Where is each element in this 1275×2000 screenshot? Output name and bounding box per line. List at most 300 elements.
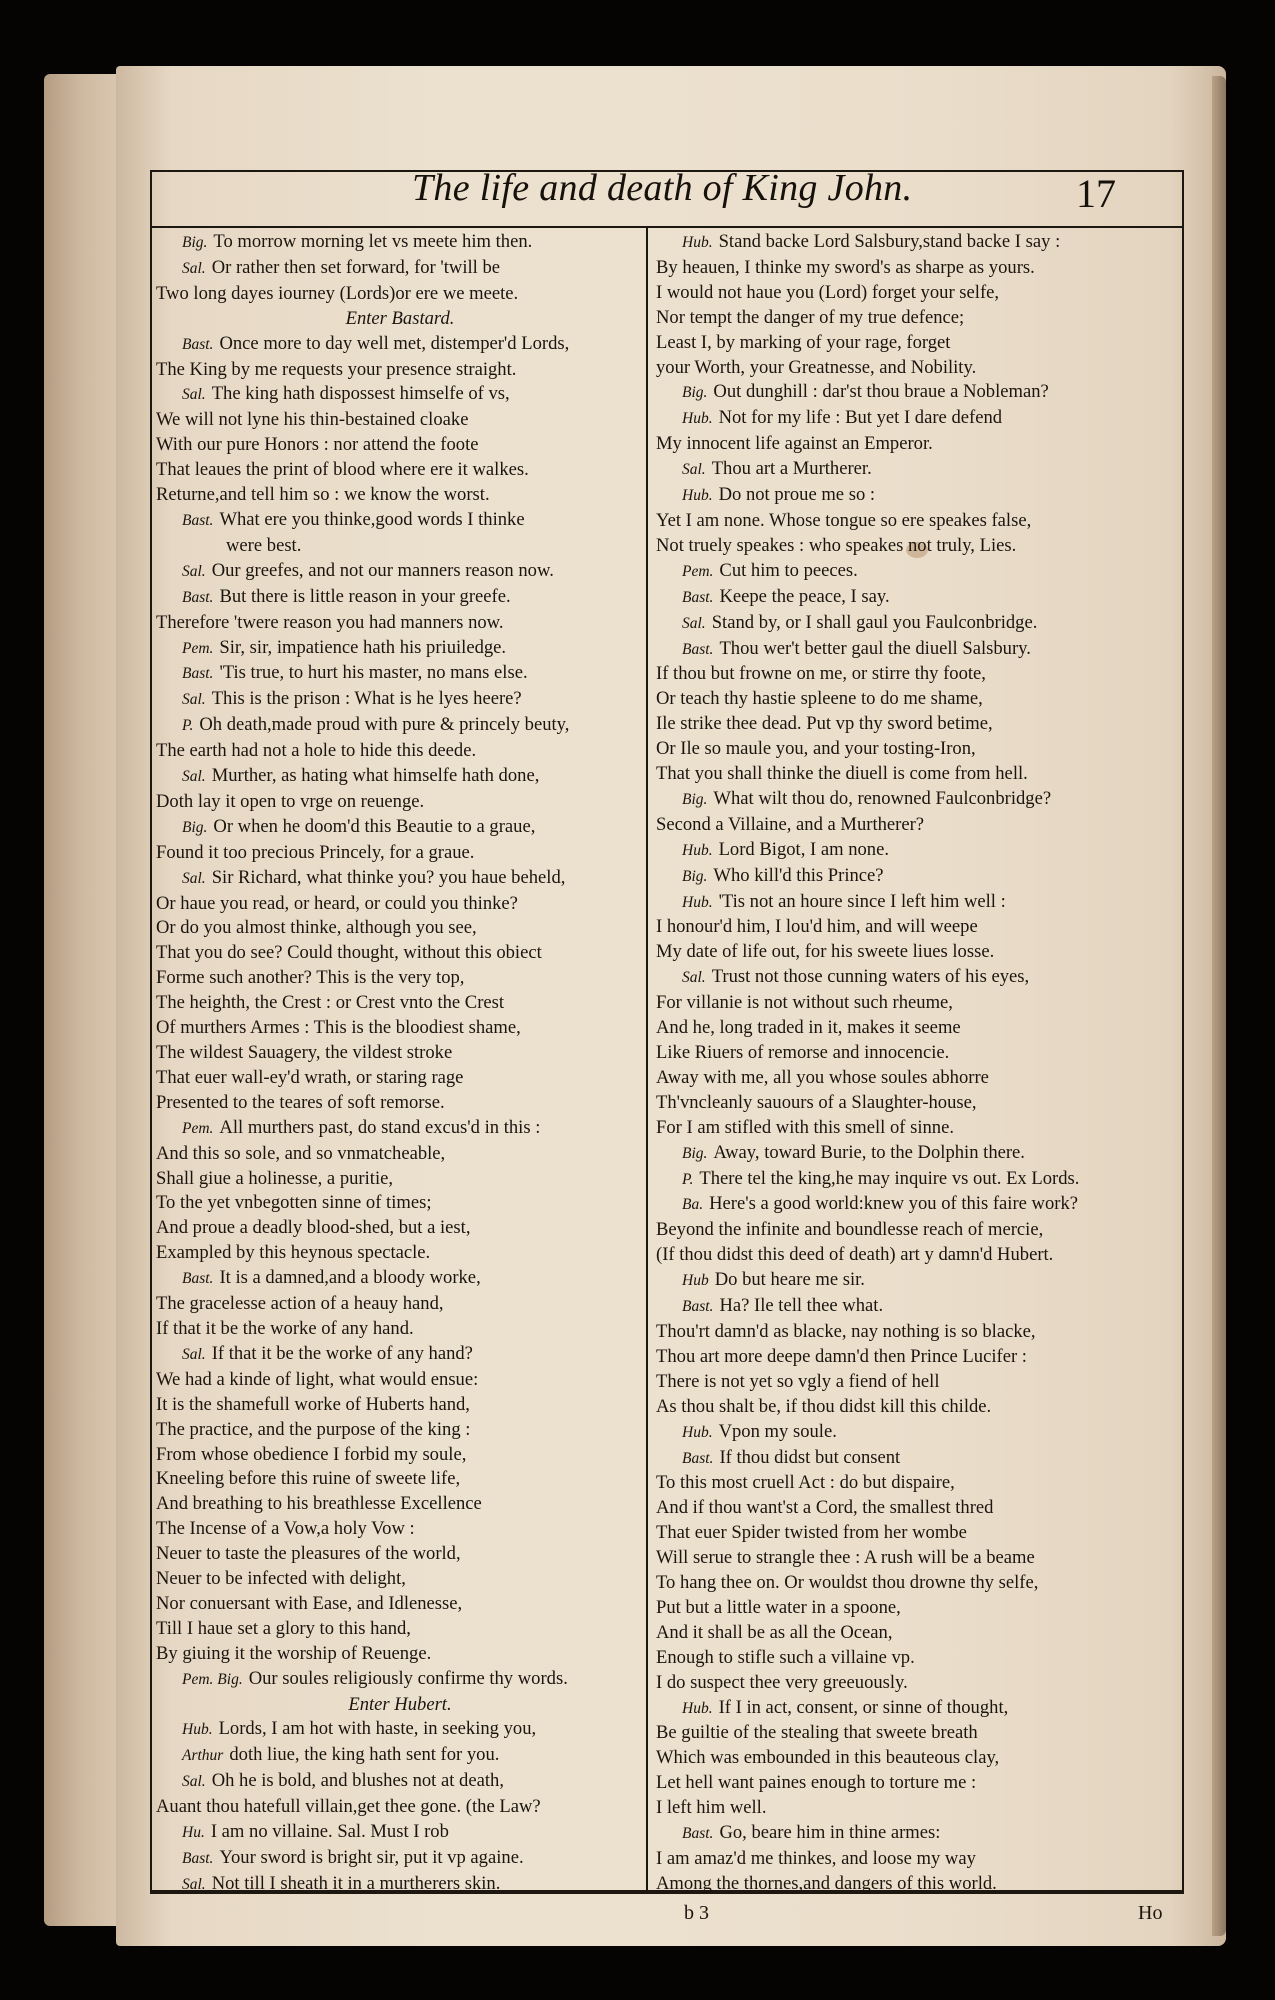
text-line [656, 1546, 1176, 1571]
text-line [156, 611, 644, 636]
text-line [656, 1016, 1176, 1041]
line-text: Our soules religiously confirme thy words. [248, 1667, 568, 1689]
speaker-prefix: Big. [682, 1144, 708, 1162]
text-line [156, 1642, 644, 1667]
line-text: 'Tis not an houre since I left him well : [718, 890, 1006, 912]
text-line [656, 637, 1176, 663]
line-text: Among the thornes,and dangers of this world. [656, 1872, 997, 1894]
text-line [156, 559, 644, 585]
line-text: My date of life out, for his sweete liues losse. [656, 941, 995, 963]
line-text: Enter Bastard. [345, 307, 455, 329]
line-text: Will serue to strangle thee : A rush will be a beame [656, 1547, 1035, 1569]
text-line [656, 1796, 1176, 1821]
line-text: This is the prison : What is he lyes heere? [211, 688, 522, 710]
line-text: Not for my life : But yet I dare defend [718, 407, 1003, 429]
line-text: Lords, I am hot with haste, in seeking you, [218, 1718, 537, 1740]
speaker-prefix: Bast. [182, 1850, 214, 1867]
text-line [156, 1016, 644, 1041]
text-line [656, 483, 1176, 509]
line-text: That you do see? Could thought, without this obiect [156, 942, 542, 964]
line-text: doth liue, the king hath sent for you. [229, 1744, 500, 1766]
line-text: Stand backe Lord Salsbury,stand backe I say : [718, 231, 1061, 252]
text-line [656, 1671, 1176, 1696]
text-line [656, 890, 1176, 916]
text-line [656, 1571, 1176, 1596]
line-text: If that it be the worke of any hand. [156, 1317, 414, 1339]
text-line [156, 636, 644, 662]
book-page [116, 66, 1226, 1946]
text-line [656, 712, 1176, 737]
text-line [156, 256, 644, 282]
line-text: The Incense of a Vow,a holy Vow : [156, 1518, 415, 1540]
line-text: Enough to stifle such a villaine vp. [656, 1646, 915, 1668]
text-line [656, 1420, 1176, 1446]
line-text: I honour'd him, I lou'd him, and will weepe [656, 916, 978, 938]
line-text: Or when he doom'd this Beautie to a graue, [213, 815, 536, 837]
line-text: Th'vncleanly sauours of a Slaughter-house, [656, 1091, 977, 1113]
text-line [656, 1872, 1176, 1897]
text-line [156, 408, 644, 433]
text-line [156, 1292, 644, 1317]
line-text: The practice, and the purpose of the king : [156, 1418, 471, 1440]
text-line [156, 534, 644, 559]
text-line [156, 1368, 644, 1393]
speaker-prefix: Hub. [682, 410, 713, 428]
speaker-prefix: Big. [182, 818, 208, 836]
speaker-prefix: Hub. [682, 1423, 713, 1441]
line-text: With our pure Honors : nor attend the foote [156, 434, 479, 456]
text-line [156, 1872, 644, 1898]
speaker-prefix: Bast. [182, 1270, 214, 1288]
line-text: Therefore 'twere reason you had manners now. [156, 611, 504, 633]
line-text: From whose obedience I forbid my soule, [156, 1443, 467, 1465]
text-line [156, 815, 644, 841]
line-text: If I in act, consent, or sinne of thought, [718, 1696, 1009, 1718]
speaker-prefix: Bast. [682, 588, 714, 606]
line-text: Ile strike thee dead. Put vp thy sword betime, [656, 713, 993, 735]
page-number: 17 [1076, 171, 1116, 216]
text-line [656, 356, 1176, 381]
line-text: Least I, by marking of your rage, forget [656, 331, 951, 353]
text-line [156, 1317, 644, 1342]
line-text: Sir, sir, impatience hath his priuiledge. [219, 636, 507, 658]
line-text: Do but heare me sir. [714, 1269, 865, 1291]
speaker-prefix: Big. [682, 384, 708, 402]
speaker-prefix: Hub. [182, 1721, 213, 1739]
text-line [656, 662, 1176, 687]
speaker-prefix: Bast. [682, 640, 714, 658]
text-line [656, 457, 1176, 483]
line-text: Do not proue me so : [718, 484, 876, 506]
text-line [156, 1418, 644, 1443]
line-text: Be guiltie of the stealing that sweete breath [656, 1722, 978, 1744]
text-line [156, 916, 644, 941]
line-text: I am no villaine. Sal. Must I rob [210, 1821, 449, 1843]
speaker-prefix: P. [182, 717, 194, 735]
line-text: Not till I sheath it in a murtherers skin. [211, 1872, 501, 1894]
speaker-prefix: Sal. [682, 969, 706, 987]
line-text: I do suspect thee very greeuously. [656, 1671, 908, 1693]
speaker-prefix: Sal. [182, 1345, 206, 1363]
text-line [156, 1846, 644, 1872]
text-line [656, 1041, 1176, 1066]
speaker-prefix: Sal. [182, 768, 206, 786]
speaker-prefix: Big. [682, 867, 708, 885]
line-text: 'Tis true, to hurt his master, no mans else. [219, 662, 528, 684]
line-text: Of murthers Armes : This is the bloodiest shame, [156, 1017, 521, 1039]
speaker-prefix: Hub. [682, 893, 713, 911]
line-text: Till I haue set a glory to this hand, [156, 1617, 411, 1639]
line-text: I would not haue you (Lord) forget your selfe, [656, 281, 1000, 303]
line-text: Away, toward Burie, to the Dolphin there. [713, 1141, 1025, 1163]
line-text: Thou art a Murtherer. [711, 458, 872, 480]
text-line [656, 1621, 1176, 1646]
speaker-prefix: Bast. [182, 335, 214, 353]
speaker-prefix: Ba. [682, 1196, 704, 1214]
text-line [656, 1370, 1176, 1395]
line-text: Auant thou hatefull villain,get thee gone. (the Law? [156, 1796, 541, 1818]
line-text: were best. [226, 534, 302, 556]
speaker-prefix: Sal. [182, 869, 206, 887]
line-text: Thou art more deepe damn'd then Prince Lucifer : [656, 1345, 1027, 1367]
line-text: And this so sole, and so vnmatcheable, [156, 1142, 446, 1164]
line-text: Forme such another? This is the very top, [156, 967, 465, 989]
line-text: Cut him to peeces. [719, 559, 858, 581]
text-line [656, 1066, 1176, 1091]
speaker-prefix: Bast. [182, 511, 214, 529]
line-text: And he, long traded in it, makes it seeme [656, 1017, 961, 1039]
line-text: That leaues the print of blood where ere it walkes. [156, 459, 529, 481]
text-line [656, 1596, 1176, 1621]
line-text: Exampled by this heynous spectacle. [156, 1242, 431, 1264]
line-text: I left him well. [656, 1797, 767, 1819]
line-text: If thou didst but consent [719, 1446, 901, 1468]
text-line [656, 1496, 1176, 1521]
line-text: Let hell want paines enough to torture me : [656, 1772, 977, 1794]
text-line [156, 687, 644, 713]
text-line [156, 1342, 644, 1368]
line-text: It is a damned,and a bloody worke, [219, 1267, 481, 1289]
speaker-prefix: Sal. [182, 259, 206, 277]
text-line [656, 1243, 1176, 1268]
text-line [156, 1241, 644, 1266]
text-line [156, 1743, 644, 1769]
speaker-prefix: Bast. [182, 588, 214, 606]
line-text: There is not yet so vgly a fiend of hell [656, 1370, 940, 1392]
text-line [156, 1517, 644, 1542]
text-line [656, 1320, 1176, 1345]
text-line [156, 1393, 644, 1418]
line-text: Our greefes, and not our manners reason now. [211, 559, 554, 581]
text-line [156, 1216, 644, 1241]
line-text: By heauen, I thinke my sword's as sharpe as yours. [656, 256, 1035, 278]
line-text: If that it be the worke of any hand? [211, 1342, 473, 1364]
text-line [156, 1592, 644, 1617]
speaker-prefix: Hub. [682, 1699, 713, 1717]
line-text: The gracelesse action of a heauy hand, [156, 1293, 444, 1315]
line-text: Second a Villaine, and a Murtherer? [656, 813, 925, 835]
text-line [156, 1717, 644, 1743]
line-text: The earth had not a hole to hide this deede. [156, 740, 477, 762]
text-line [656, 1521, 1176, 1546]
line-text: Yet I am none. Whose tongue so ere speakes false, [656, 509, 1032, 531]
line-text: Or do you almost thinke, although you see, [156, 917, 477, 939]
text-line [656, 965, 1176, 991]
line-text: That you shall thinke the diuell is come from hell. [656, 763, 1028, 785]
speaker-prefix: Bast. [682, 1825, 714, 1843]
text-line [656, 1847, 1176, 1872]
text-line [156, 1266, 644, 1292]
line-text: Or teach thy hastie spleene to do me shame, [656, 688, 983, 710]
text-line [156, 1443, 644, 1468]
line-text: The wildest Sauagery, the vildest stroke [156, 1042, 453, 1063]
line-text: Which was embounded in this beauteous clay, [656, 1747, 1000, 1769]
text-line [656, 1091, 1176, 1116]
text-line [656, 1141, 1176, 1167]
text-line [156, 1116, 644, 1142]
text-line [656, 687, 1176, 712]
text-line [656, 432, 1176, 457]
text-line [156, 433, 644, 458]
speaker-prefix: Big. [682, 790, 708, 808]
line-text: The King by me requests your presence straight. [156, 358, 517, 380]
speaker-prefix: Hub. [682, 487, 713, 505]
text-line [156, 1542, 644, 1567]
line-text: There tel the king,he may inquire vs out. Ex Lords. [699, 1167, 1080, 1189]
line-text: What ere you thinke,good words I thinke [219, 508, 525, 530]
speaker-prefix: Sal. [182, 562, 206, 580]
text-line [156, 1820, 644, 1846]
text-line [656, 1771, 1176, 1796]
text-line [656, 1294, 1176, 1320]
text-line [156, 1492, 644, 1517]
line-text: Shall giue a holinesse, a puritie, [156, 1167, 394, 1189]
speaker-prefix: Sal. [182, 691, 206, 709]
speaker-prefix: Big. [182, 234, 208, 251]
text-line [656, 864, 1176, 890]
line-text: Trust not those cunning waters of his eyes, [711, 966, 1030, 988]
text-line [156, 991, 644, 1016]
page-edge [1212, 76, 1226, 1936]
line-text: Here's a good world:knew you of this faire work? [709, 1193, 1079, 1215]
line-text: Away with me, all you whose soules abhorre [656, 1066, 989, 1088]
text-line [156, 1191, 644, 1216]
line-text: Found it too precious Princely, for a graue. [156, 841, 475, 863]
line-text: (If thou didst this deed of death) art y damn'd Hubert. [656, 1244, 1054, 1266]
line-text: To the yet vnbegotten sinne of times; [156, 1192, 432, 1214]
text-line [656, 1471, 1176, 1496]
left-column [156, 230, 644, 1898]
text-line [656, 737, 1176, 762]
speaker-prefix: Sal. [182, 1773, 206, 1791]
line-text: That euer Spider twisted from her wombe [656, 1522, 967, 1544]
speaker-prefix: Sal. [682, 614, 706, 632]
text-line [156, 1142, 644, 1167]
text-line [156, 358, 644, 383]
text-line [156, 483, 644, 508]
text-line [156, 661, 644, 687]
text-line [156, 508, 644, 534]
line-text: What wilt thou do, renowned Faulconbridge? [713, 787, 1052, 809]
speaker-prefix: P. [682, 1170, 694, 1188]
text-line [156, 966, 644, 991]
line-text: That euer wall-ey'd wrath, or staring rage [156, 1066, 464, 1088]
text-line [156, 941, 644, 966]
header-rule [150, 226, 1184, 228]
line-text: For I am stifled with this smell of sinne. [656, 1116, 954, 1138]
line-text: Two long dayes iourney (Lords)or ere we meete. [156, 282, 519, 304]
text-line [156, 382, 644, 408]
signature-mark: b 3 [684, 1902, 709, 1924]
text-line [656, 1116, 1176, 1141]
text-line [156, 332, 644, 358]
line-text: Oh he is bold, and blushes not at death, [211, 1770, 504, 1792]
text-line [156, 892, 644, 917]
line-text: Oh death,made proud with pure & princely beuty, [199, 714, 570, 736]
line-text: Sir Richard, what thinke you? you haue beheld, [211, 866, 566, 888]
line-text: To morrow morning let vs meete him then. [213, 231, 533, 252]
text-line [156, 1066, 644, 1091]
line-text: Who kill'd this Prince? [713, 864, 884, 886]
text-line [656, 559, 1176, 585]
text-line [156, 841, 644, 866]
line-text: To hang thee on. Or wouldst thou drowne thy selfe, [656, 1572, 1039, 1594]
speaker-prefix: Bast. [682, 1298, 714, 1316]
speaker-prefix: Pem. [182, 1119, 214, 1137]
text-line [656, 611, 1176, 637]
line-text: Like Riuers of remorse and innocencie. [656, 1042, 950, 1063]
speaker-prefix: Hu. [182, 1824, 205, 1842]
text-line [656, 915, 1176, 940]
text-line [156, 790, 644, 815]
line-text: All murthers past, do stand excus'd in this : [219, 1116, 541, 1138]
text-line [656, 256, 1176, 281]
line-text: Put but a little water in a spoone, [656, 1596, 901, 1618]
text-line [656, 1746, 1176, 1771]
line-text: Ha? Ile tell thee what. [719, 1295, 884, 1317]
speaker-prefix: Pem. [682, 562, 714, 580]
line-text: And if thou want'st a Cord, the smallest thred [656, 1497, 994, 1519]
book-spread [44, 66, 1236, 1946]
line-text: your Worth, your Greatnesse, and Nobility. [656, 356, 977, 378]
line-text: It is the shamefull worke of Huberts hand, [156, 1393, 470, 1415]
line-text: Go, beare him in thine armes: [719, 1822, 941, 1844]
line-text: Neuer to be infected with delight, [156, 1568, 406, 1590]
text-line [656, 813, 1176, 838]
right-column [656, 230, 1176, 1897]
text-line [656, 1646, 1176, 1671]
stage-direction [156, 307, 644, 332]
line-text: The king hath dispossest himselfe of vs, [211, 383, 510, 405]
line-text: Enter Hubert. [348, 1693, 452, 1715]
line-text: Presented to the teares of soft remorse. [156, 1091, 445, 1113]
line-text: I am amaz'd me thinkes, and loose my way [656, 1848, 976, 1869]
text-line [156, 1091, 644, 1116]
line-text: Or haue you read, or heard, or could you thinke? [156, 892, 518, 914]
speaker-prefix: Sal. [682, 461, 706, 479]
line-text: Kneeling before this ruine of sweete life, [156, 1468, 461, 1490]
line-text: As thou shalt be, if thou didst kill this childe. [656, 1395, 992, 1417]
text-line [656, 787, 1176, 813]
text-line [156, 1041, 644, 1066]
text-line [656, 1218, 1176, 1243]
line-text: By giuing it the worship of Reuenge. [156, 1642, 432, 1664]
text-line [156, 1567, 644, 1592]
text-line [656, 306, 1176, 331]
line-text: Out dunghill : dar'st thou braue a Nobleman? [713, 381, 1049, 403]
speaker-prefix: Bast. [682, 1449, 714, 1467]
text-line [656, 1696, 1176, 1722]
text-line [656, 534, 1176, 559]
line-text: Thou'rt damn'd as blacke, nay nothing is so blacke, [656, 1320, 1036, 1342]
line-text: For villanie is not without such rheume, [656, 992, 953, 1014]
line-text: Keepe the peace, I say. [719, 585, 890, 607]
line-text: We will not lyne his thin-bestained cloake [156, 409, 469, 431]
text-line [156, 739, 644, 764]
line-text: Vpon my soule. [718, 1420, 837, 1442]
text-line [656, 1721, 1176, 1746]
text-line [656, 838, 1176, 864]
line-text: Lord Bigot, I am none. [718, 838, 889, 860]
text-line [156, 866, 644, 892]
text-line [656, 509, 1176, 534]
text-line [656, 281, 1176, 306]
line-text: Or rather then set forward, for 'twill be [211, 256, 501, 278]
line-text: Once more to day well met, distemper'd Lords, [219, 332, 570, 354]
catchword: Ho [1138, 1902, 1163, 1924]
line-text: Murther, as hating what himselfe hath done, [211, 765, 540, 787]
line-text: But there is little reason in your greefe. [219, 585, 511, 607]
text-line [156, 282, 644, 307]
text-line [656, 940, 1176, 965]
column-rule [646, 226, 648, 1890]
speaker-prefix: Hub [682, 1272, 709, 1290]
line-text: Not truely speakes : who speakes not truly, Lies. [656, 534, 1017, 556]
text-line [156, 1167, 644, 1192]
text-line [656, 1345, 1176, 1370]
line-text: Nor tempt the danger of my true defence; [656, 306, 965, 328]
line-text: Or Ile so maule you, and your tosting-Iron, [656, 738, 976, 760]
text-line [656, 331, 1176, 356]
line-text: Doth lay it open to vrge on reuenge. [156, 790, 425, 812]
speaker-prefix: Sal. [182, 386, 206, 404]
speaker-prefix: Bast. [182, 665, 214, 683]
line-text: Returne,and tell him so : we know the worst. [156, 484, 490, 506]
text-line [156, 1617, 644, 1642]
text-line [156, 1795, 644, 1820]
line-text: And it shall be as all the Ocean, [656, 1621, 893, 1643]
line-text: Nor conuersant with Ease, and Idlenesse, [156, 1592, 463, 1614]
speaker-prefix: Sal. [182, 1875, 206, 1893]
text-line [656, 762, 1176, 787]
text-line [656, 230, 1176, 256]
running-title: The life and death of King John. [412, 167, 913, 209]
text-line [156, 585, 644, 611]
text-line [156, 1467, 644, 1492]
text-line [656, 380, 1176, 406]
text-line [656, 1192, 1176, 1218]
text-line [656, 991, 1176, 1016]
speaker-prefix: Arthur [182, 1747, 224, 1765]
line-text: The heighth, the Crest : or Crest vnto the Crest [156, 992, 505, 1014]
text-line [656, 1268, 1176, 1294]
line-text: My innocent life against an Emperor. [656, 433, 933, 455]
text-line [656, 1446, 1176, 1472]
speaker-prefix: Pem. Big. [182, 1670, 243, 1688]
line-text: Neuer to taste the pleasures of the world, [156, 1543, 461, 1565]
speaker-prefix: Hub. [682, 841, 713, 859]
text-line [656, 406, 1176, 432]
